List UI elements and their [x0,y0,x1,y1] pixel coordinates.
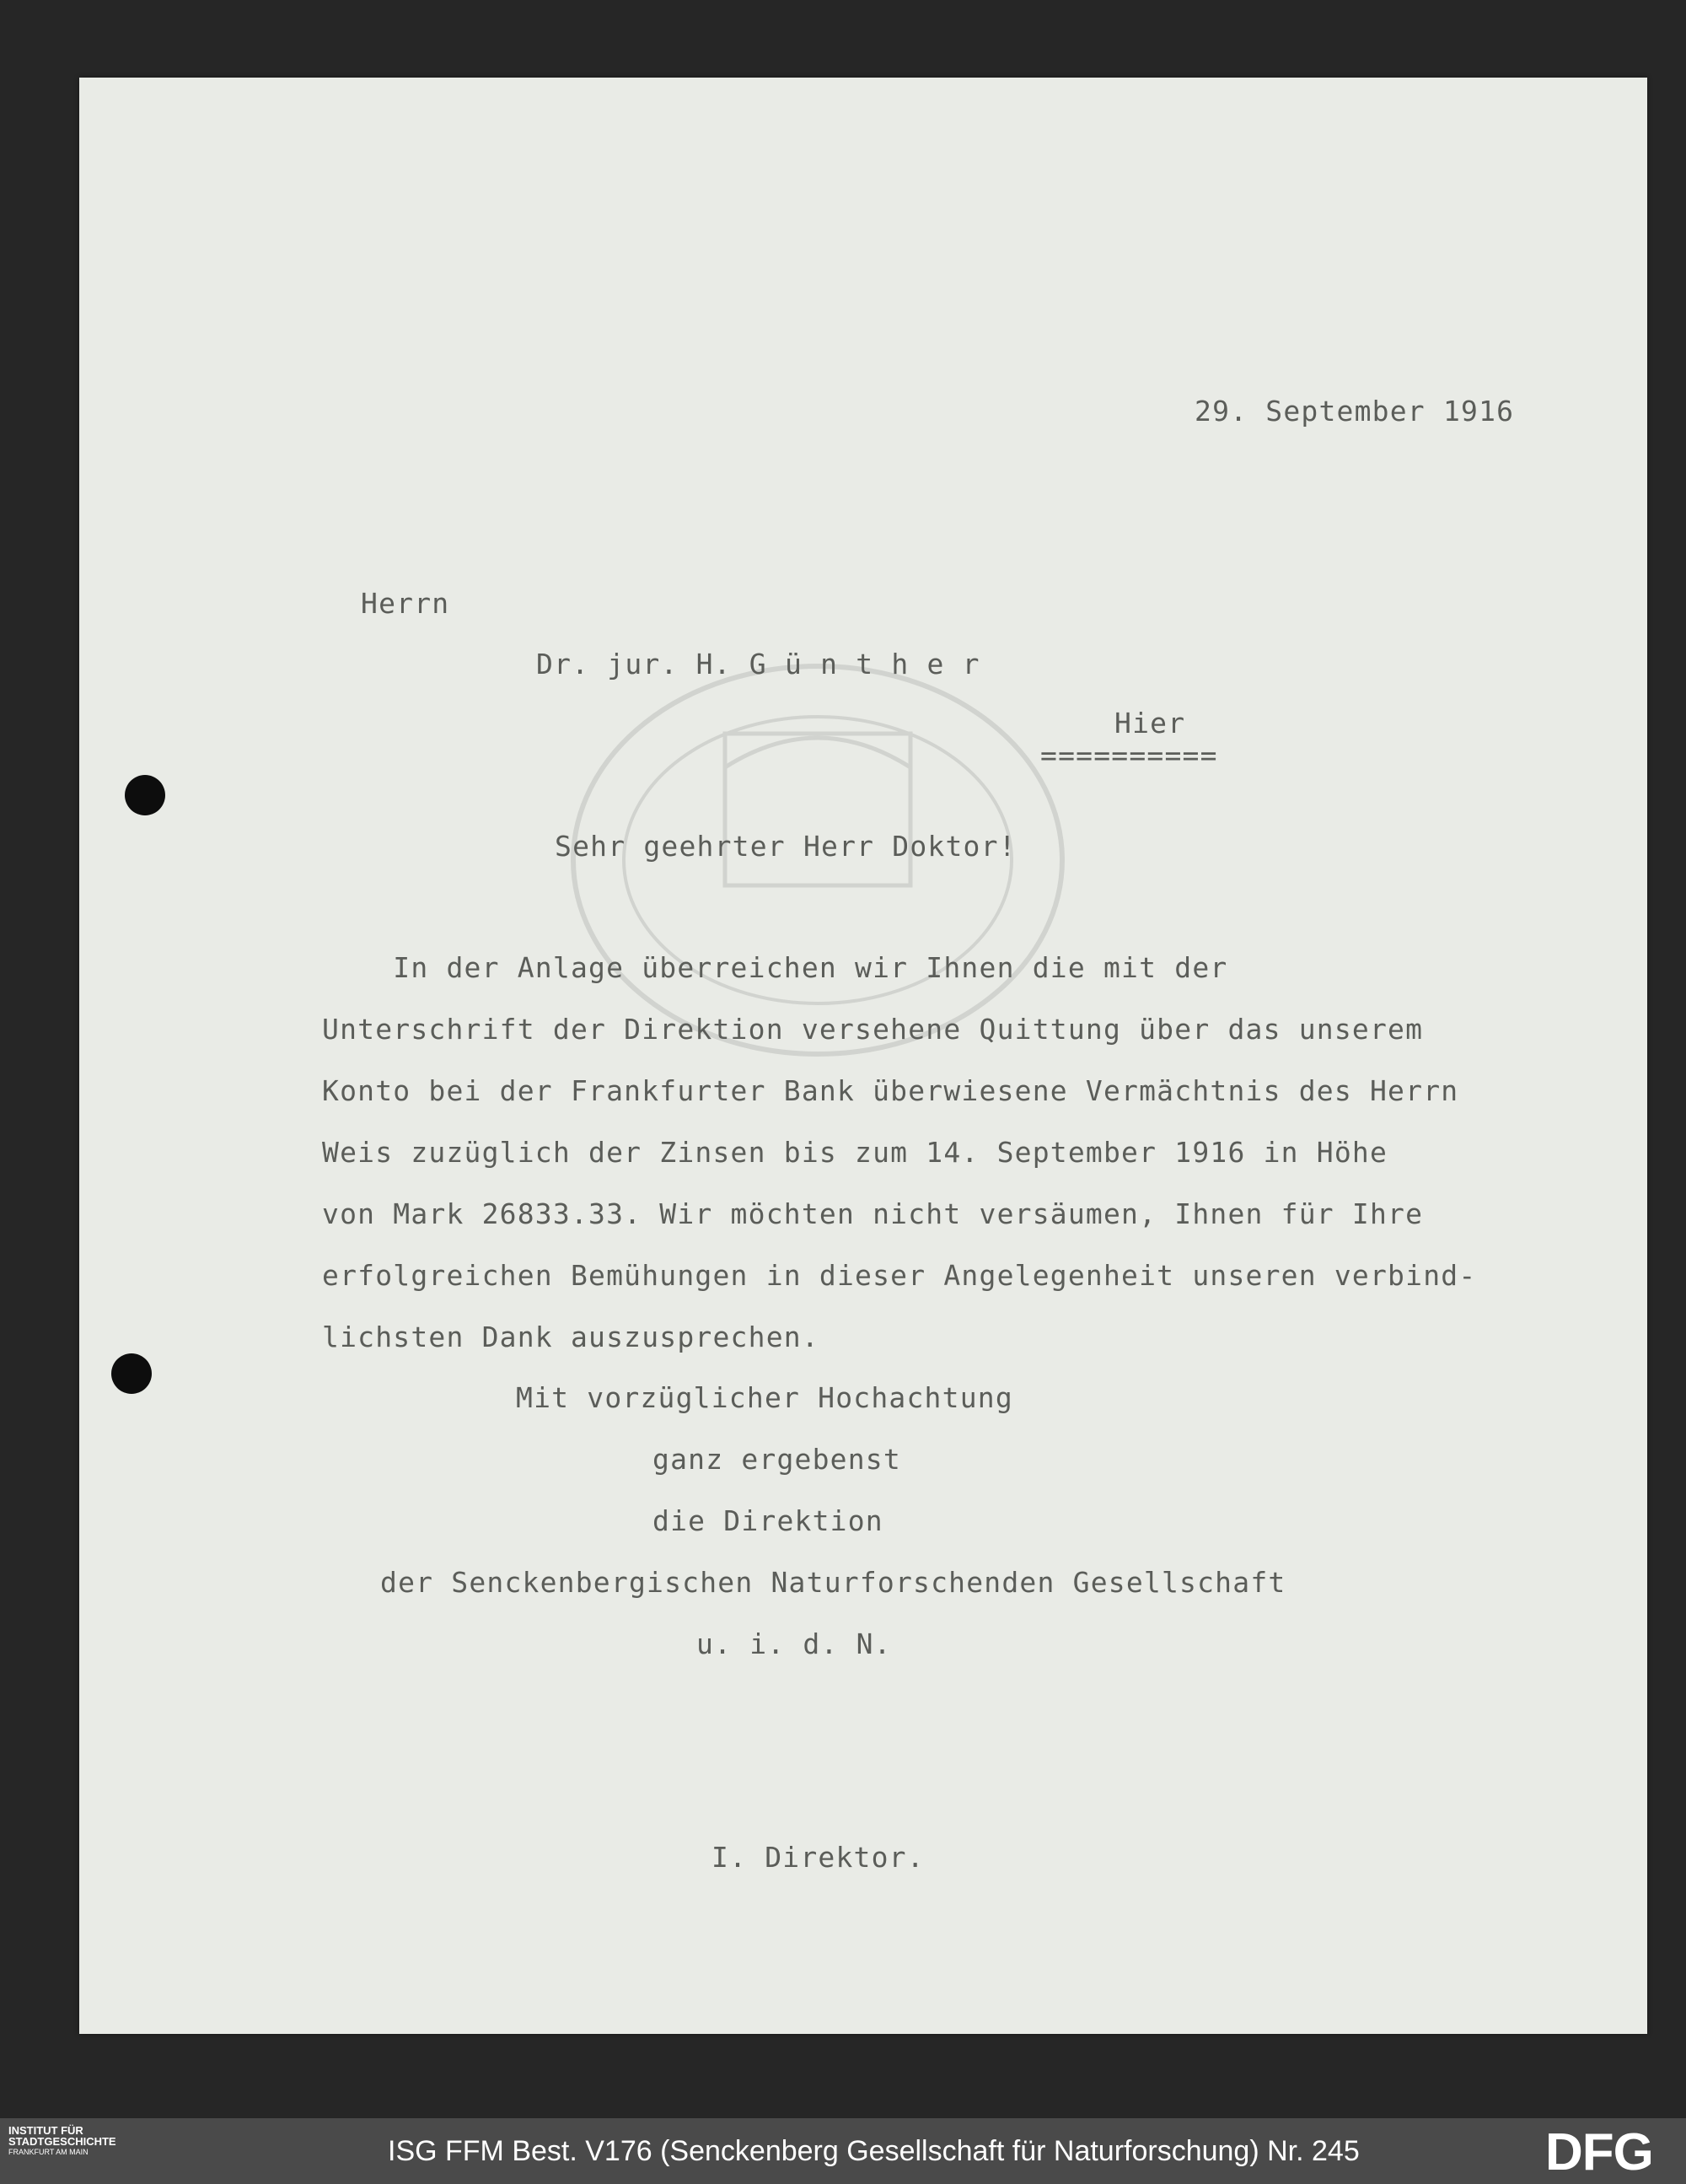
signature-title: I. Direktor. [711,1841,925,1874]
punch-hole-top [125,775,165,815]
body-line: von Mark 26833.33. Wir möchten nicht versäumen, Ihnen für Ihre [322,1197,1424,1230]
punch-hole-bottom [111,1353,152,1394]
closing-line: die Direktion [652,1504,883,1537]
body-line: lichsten Dank auszusprechen. [322,1321,819,1353]
body-line: Unterschrift der Direktion versehene Quittung über das unserem [322,1013,1424,1046]
closing-line: ganz ergebenst [652,1443,901,1476]
recipient-name: Dr. jur. H. G ü n t h e r [536,648,980,680]
institution-logo: INSTITUT FÜR STADTGESCHICHTE FRANKFURT AM MAIN [8,2124,116,2156]
closing-line: u. i. d. N. [696,1627,892,1660]
greeting: Sehr geehrter Herr Doktor! [555,830,1017,863]
body-line: Weis zuzüglich der Zinsen bis zum 14. September 1916 in Höhe [322,1136,1388,1169]
body-line: Konto bei der Frankfurter Bank überwiesene Vermächtnis des Herrn [322,1074,1459,1107]
closing-line: der Senckenbergischen Naturforschenden Gesellschaft [380,1566,1286,1599]
recipient-prefix: Herrn [361,587,450,620]
location-underline: ========== [1040,739,1218,772]
closing-line: Mit vorzüglicher Hochachtung [516,1381,1013,1414]
body-line: In der Anlage überreichen wir Ihnen die mit der [322,951,1228,984]
body-line: erfolgreichen Bemühungen in dieser Angelegenheit unseren verbind- [322,1259,1477,1292]
dfg-logo: DFG [1545,2123,1653,2181]
letter-date: 29. September 1916 [1195,395,1515,428]
archive-caption: ISG FFM Best. V176 (Senckenberg Gesellschaft für Naturforschung) Nr. 245 [388,2135,1360,2167]
recipient-location: Hier [1114,707,1186,740]
